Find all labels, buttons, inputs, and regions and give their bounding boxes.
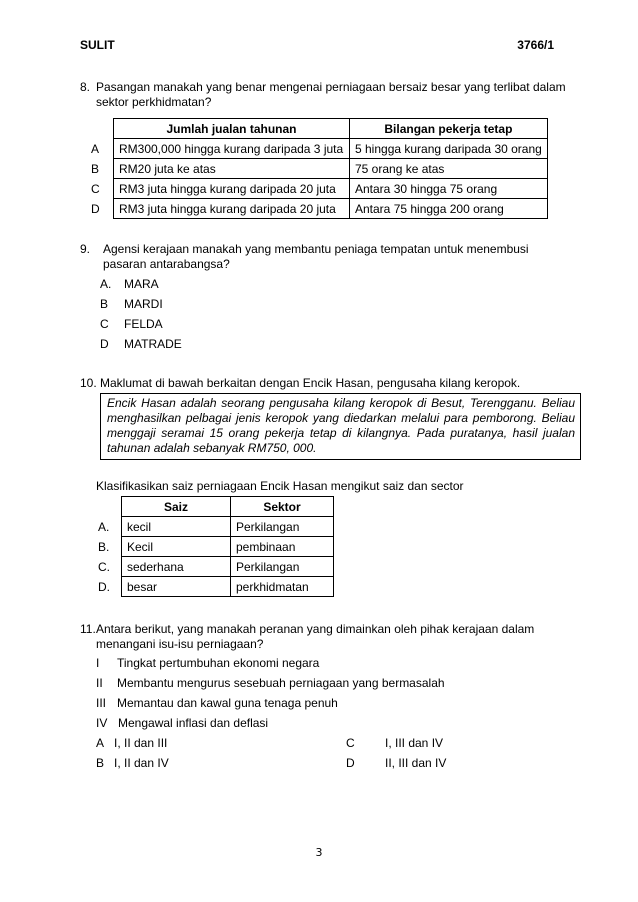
q10-cell: sederhana <box>122 557 231 577</box>
q11-option-label: A <box>96 736 105 750</box>
table-row <box>91 139 547 159</box>
table-row <box>98 517 334 537</box>
header-left: SULIT <box>80 38 115 52</box>
q11-option-text: II, III dan IV <box>385 756 447 770</box>
q8-row-label: D <box>91 201 100 216</box>
q9-number: 9. <box>80 242 91 256</box>
q11-option-text: I, II dan III <box>114 736 168 750</box>
q11-text: Antara berikut, yang manakah peranan yang dimainkan oleh pihak kerajaan dalam menangani isu-isu perniagaan? <box>96 622 535 651</box>
q11-statement-label: IV <box>96 716 108 730</box>
q8-row-label: A <box>91 141 100 156</box>
q8-table <box>91 118 548 219</box>
q10-number: 10. <box>80 376 97 390</box>
q10-cell: Kecil <box>122 537 231 557</box>
q11-statement-label: II <box>96 676 103 690</box>
q8-cell: RM300,000 hingga kurang daripada 3 juta <box>114 139 350 159</box>
q8-number: 8. <box>80 80 91 94</box>
q8-cell: RM20 juta ke atas <box>114 159 350 179</box>
q8-cell: Antara 75 hingga 200 orang <box>350 199 548 219</box>
q11-option-label: C <box>346 736 355 750</box>
q10-row-label: B. <box>98 539 110 554</box>
q10-row-label: D. <box>98 579 110 594</box>
q11-statement-text: Tingkat pertumbuhan ekonomi negara <box>117 656 320 670</box>
q9-text: Agensi kerajaan manakah yang membantu peniaga tempatan untuk menembusi pasaran antarabangsa? <box>103 242 529 271</box>
q10-col2-header: Sektor <box>231 497 334 517</box>
q11-statement-text: Membantu mengurus sesebuah perniagaan yang bermasalah <box>117 676 445 690</box>
q10-cell: pembinaan <box>231 537 334 557</box>
q10-row-label: A. <box>98 519 110 534</box>
q9-option-text: MATRADE <box>124 337 182 351</box>
q11-statement-label: I <box>96 656 100 670</box>
table-row <box>98 537 334 557</box>
q11-statement-label: III <box>96 696 107 710</box>
q8-col2-header: Bilangan pekerja tetap <box>350 119 548 139</box>
q8-cell: RM3 juta hingga kurang daripada 20 juta <box>114 199 350 219</box>
header-right: 3766/1 <box>517 38 554 52</box>
q11-option-label: B <box>96 756 105 770</box>
table-row <box>98 557 334 577</box>
q9-option-label: A. <box>100 277 112 291</box>
q9-option-text: MARA <box>124 277 159 291</box>
q10-text: Maklumat di bawah berkaitan dengan Encik Hasan, pengusaha kilang keropok. <box>100 376 521 390</box>
q10-prompt: Klasifikasikan saiz perniagaan Encik Hasan mengikut saiz dan sector <box>96 479 464 493</box>
q8-row-label: C <box>91 181 100 196</box>
q9-option-label: B <box>100 297 109 311</box>
q8-cell: Antara 30 hingga 75 orang <box>350 179 548 199</box>
q11-option-label: D <box>346 756 355 770</box>
q10-col1-header: Saiz <box>122 497 231 517</box>
q10-row-label: C. <box>98 559 110 574</box>
q11-option-text: I, III dan IV <box>385 736 444 750</box>
q9-option-label: C <box>100 317 109 331</box>
q11-statement-text: Memantau dan kawal guna tenaga penuh <box>117 696 338 710</box>
q10-cell: Perkilangan <box>231 557 334 577</box>
q8-cell: 75 orang ke atas <box>350 159 548 179</box>
q10-info-box: Encik Hasan adalah seorang pengusaha kilang keropok di Besut, Terengganu. Beliau menghasilkan pelbagai jenis keropok yang diedarkan melalui para pemborong. Beliau menggaji seramai 15 orang pekerja tetap di kilangnya. Pada puratanya, hasil jualan tahunan adalah sebanyak RM750, 000. <box>100 393 581 460</box>
q10-cell: perkhidmatan <box>231 577 334 597</box>
table-row <box>98 577 334 597</box>
table-row <box>91 159 547 179</box>
q8-cell: 5 hingga kurang daripada 30 orang <box>350 139 548 159</box>
q10-cell: kecil <box>122 517 231 537</box>
q8-text: Pasangan manakah yang benar mengenai perniagaan bersaiz besar yang terlibat dalam sektor perkhidmatan? <box>96 80 566 109</box>
q10-cell: Perkilangan <box>231 517 334 537</box>
q8-cell: RM3 juta hingga kurang daripada 20 juta <box>114 179 350 199</box>
q9-option-text: FELDA <box>124 317 163 331</box>
table-row <box>91 179 547 199</box>
q9-option-text: MARDI <box>124 297 163 311</box>
page-number: 3 <box>315 846 323 859</box>
q10-table <box>98 496 334 597</box>
q11-number: 11. <box>80 622 96 636</box>
q11-statement-text: Mengawal inflasi dan deflasi <box>118 716 269 730</box>
table-row <box>91 199 547 219</box>
q8-row-label: B <box>91 161 100 176</box>
q11-option-text: I, II dan IV <box>114 756 169 770</box>
q10-cell: besar <box>122 577 231 597</box>
q9-option-label: D <box>100 337 109 351</box>
q8-col1-header: Jumlah jualan tahunan <box>114 119 350 139</box>
